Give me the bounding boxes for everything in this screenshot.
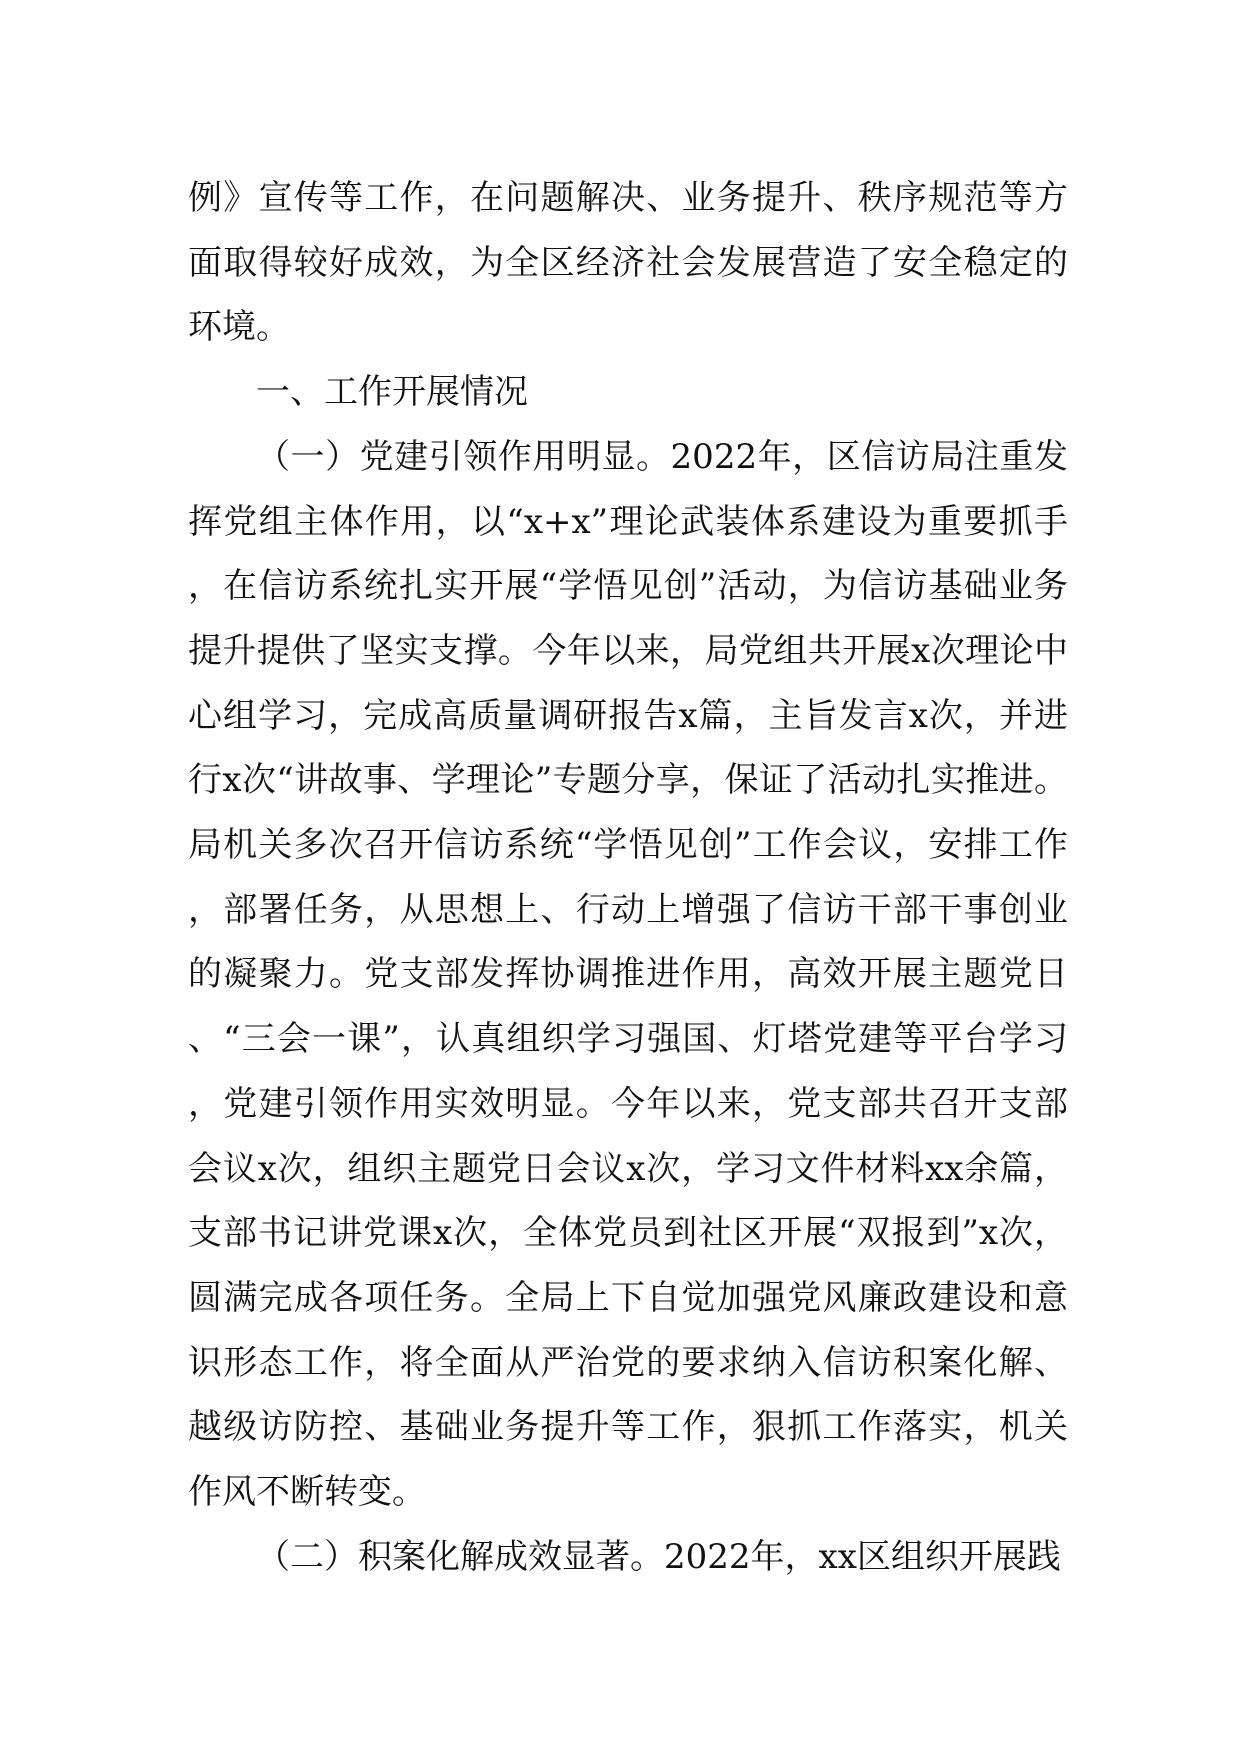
subsection-backlog-cases-paragraph: （二）积案化解成效显著。2022年，xx区组织开展践 xyxy=(256,1536,1061,1577)
intro-continuation-paragraph: 例》宣传等工作，在问题解决、业务提升、秩序规范等方面取得较好成效，为全区经济社会发展营造了安全稳定的环境。 xyxy=(188,178,1068,348)
section-heading-work-progress: 一、工作开展情况 xyxy=(256,372,528,413)
document-body xyxy=(188,166,1068,1589)
subsection-party-building-paragraph: （一）党建引领作用明显。2022年，区信访局注重发挥党组主体作用，以“x+x”理论武装体系建设为重要抓手，在信访系统扎实开展“学悟见创”活动，为信访基础业务提升提供了坚实支撑。今年以来，局党组共开展x次理论中心组学习，完成高质量调研报告x篇，主旨发言x次，并进行x次“讲故事、学理论”专题分享，保证了活动扎实推进。局机关多次召开信访系统“学悟见创”工作会议，安排工作，部署任务，从思想上、行动上增强了信访干部干事创业的凝聚力。党支部发挥协调推进作用，高效开展主题党日、“三会一课”，认真组织学习强国、灯塔党建等平台学习，党建引领作用实效明显。今年以来，党支部共召开支部会议x次，组织主题党日会议x次，学习文件材料xx余篇，支部书记讲党课x次，全体党员到社区开展“双报到”x次，圆满完成各项任务。全局上下自觉加强党风廉政建设和意识形态工作，将全面从严治党的要求纳入信访积案化解、越级访防控、基础业务提升等工作，狠抓工作落实，机关作风不断转变。 xyxy=(188,436,1068,1513)
